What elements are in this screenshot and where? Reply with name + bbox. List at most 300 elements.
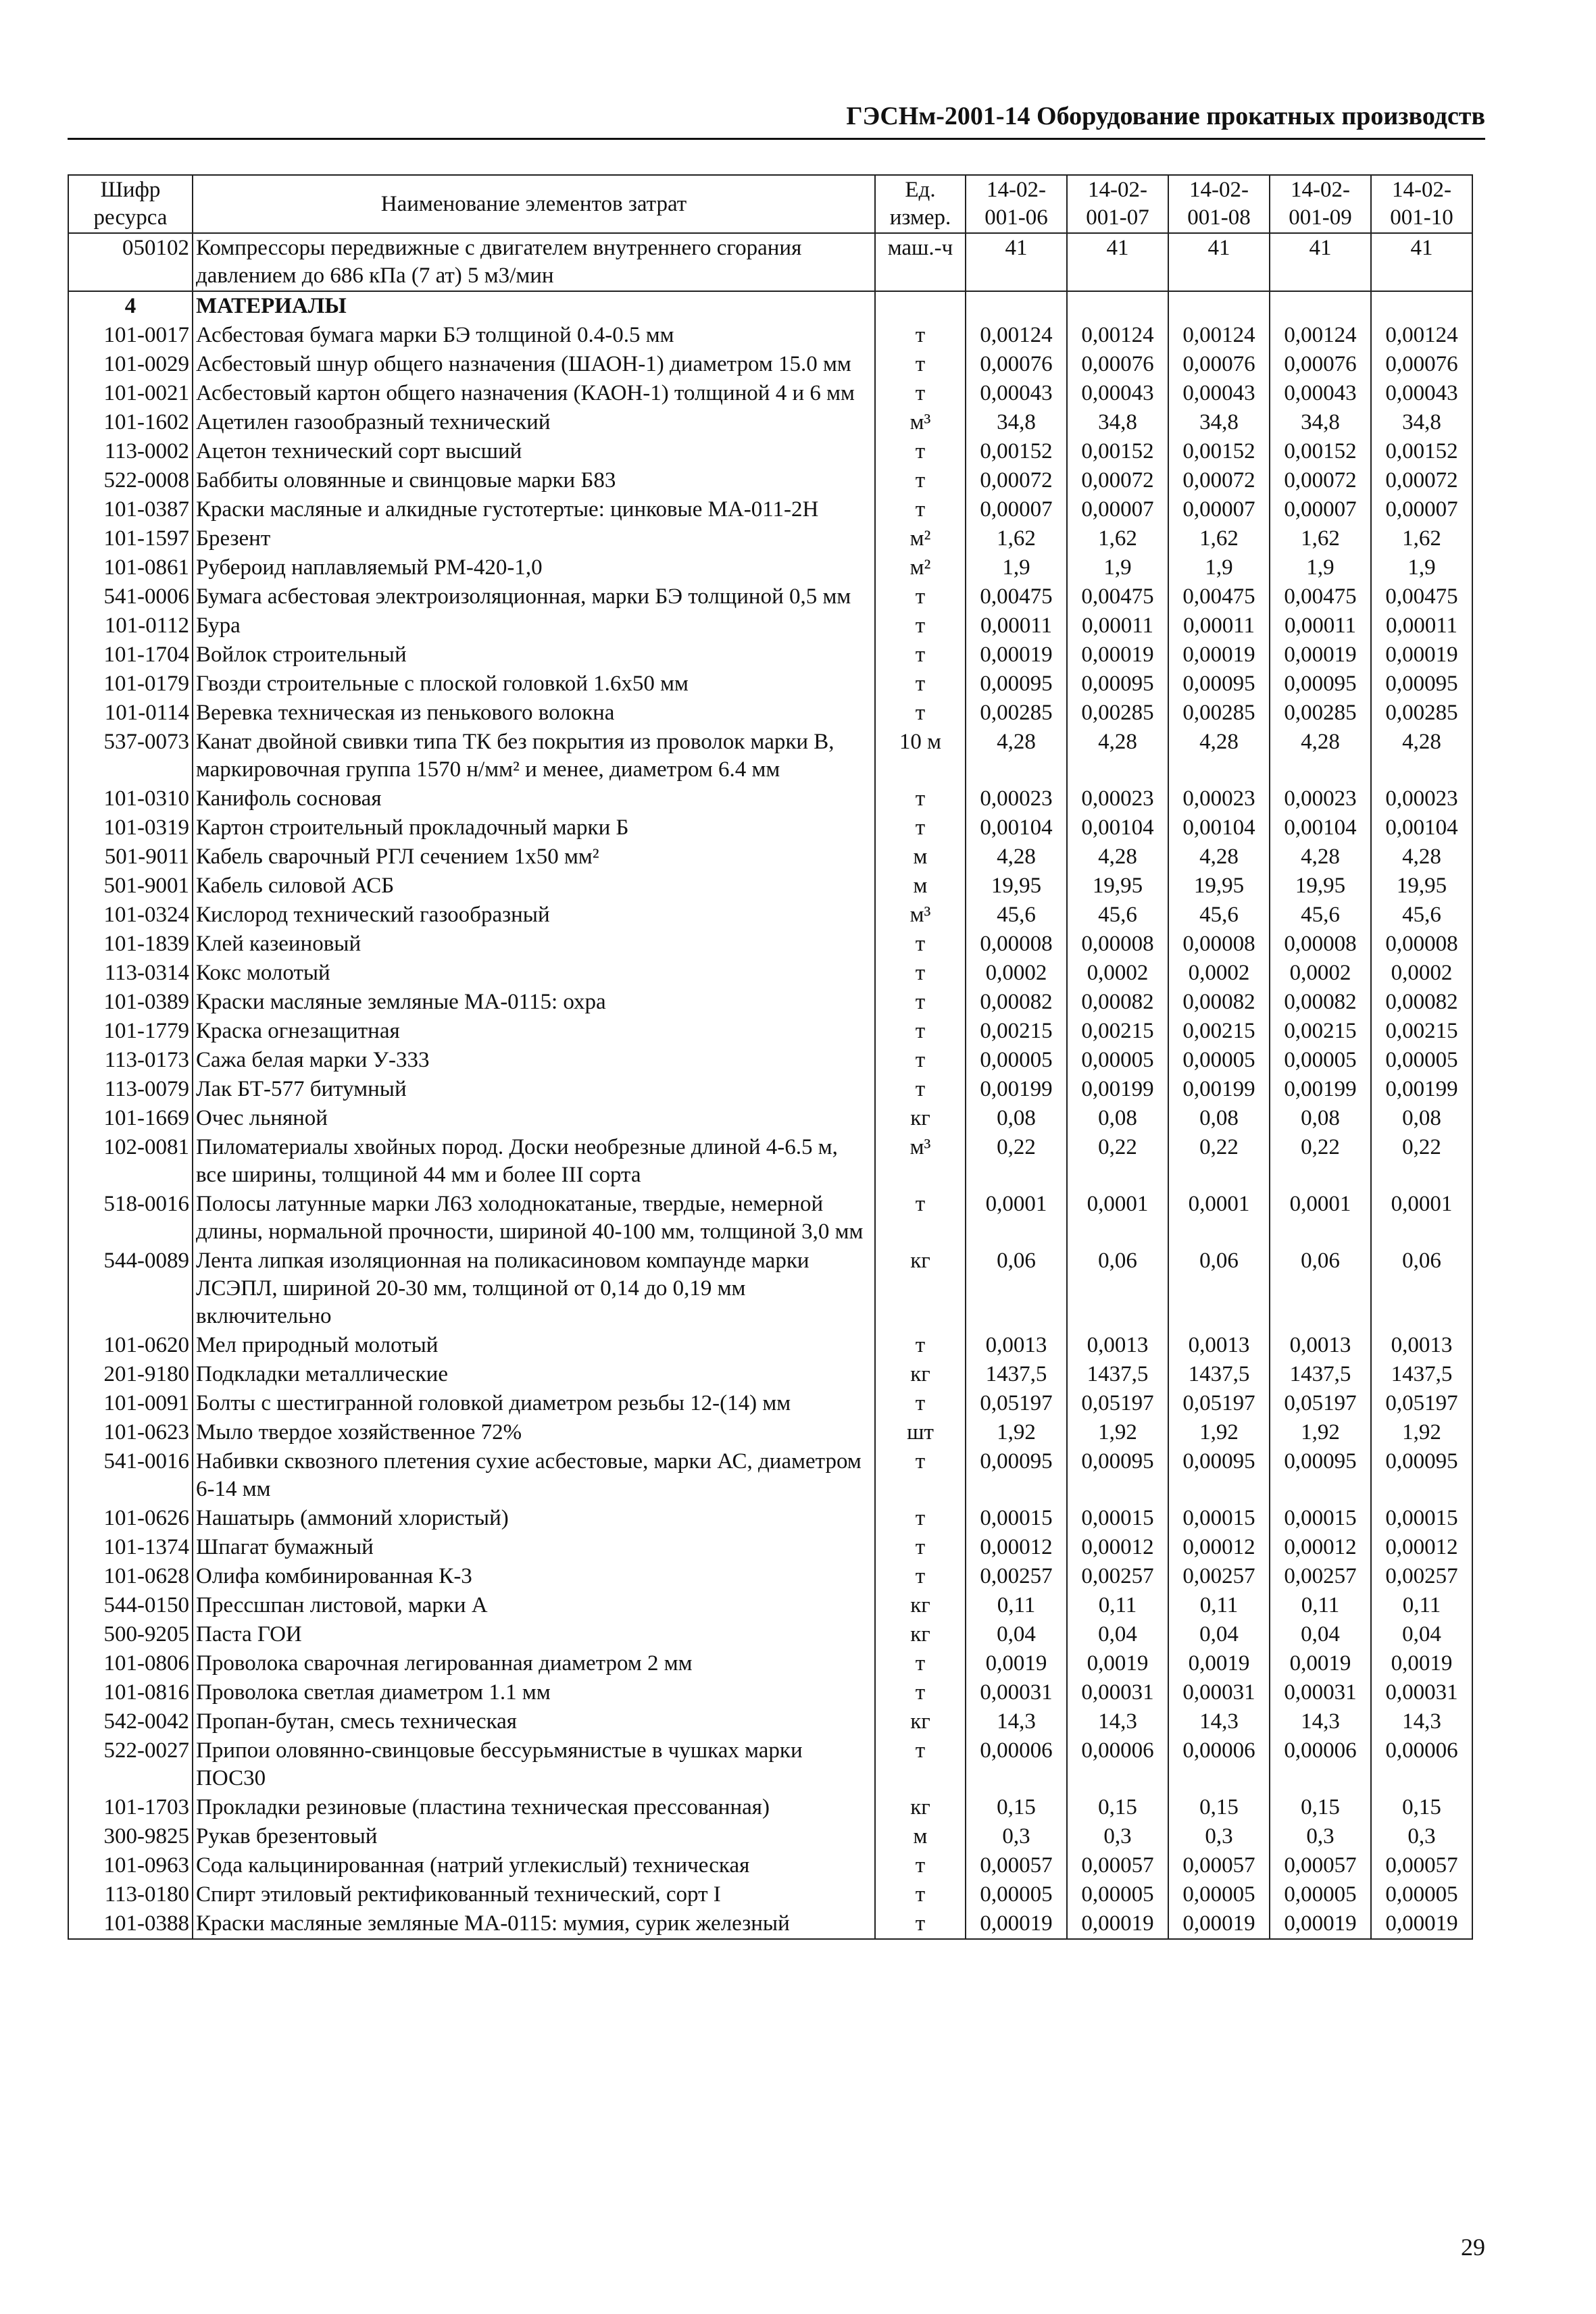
value-cell: 0,08 [1168, 1104, 1270, 1133]
value-cell: 0,00072 [1270, 466, 1371, 495]
value-cell: 0,00475 [966, 582, 1067, 611]
table-row [68, 1360, 1472, 1389]
value-cell: 0,00095 [1270, 1447, 1371, 1504]
value-cell: 19,95 [1168, 872, 1270, 901]
value-cell: 1,92 [1270, 1418, 1371, 1447]
value-cell: 0,00007 [1371, 495, 1472, 524]
resource-name: Мел природный молотый [193, 1331, 875, 1360]
value-cell: 0,22 [966, 1133, 1067, 1190]
value-cell: 0,0019 [1270, 1649, 1371, 1678]
value-cell: 0,00104 [1270, 813, 1371, 842]
value-cell: 0,22 [1067, 1133, 1168, 1190]
table-row [68, 524, 1472, 553]
value-cell: 0,00076 [1371, 350, 1472, 379]
value-cell: 0,00257 [1067, 1562, 1168, 1591]
value-cell: 0,04 [1168, 1620, 1270, 1649]
value-cell: 4,28 [1270, 728, 1371, 784]
empty-cell [1371, 291, 1472, 321]
table-row [68, 1707, 1472, 1736]
header-col-line1: 14-02- [1291, 178, 1350, 202]
unit-cell: маш.-ч [875, 233, 966, 291]
value-cell: 0,15 [1168, 1793, 1270, 1822]
value-cell: 0,00475 [1067, 582, 1168, 611]
empty-cell [875, 291, 966, 321]
header-col-line2: 001-08 [1187, 205, 1251, 230]
resource-code: 113-0173 [68, 1046, 193, 1075]
unit-cell: т [875, 437, 966, 466]
table-row [68, 728, 1472, 784]
value-cell: 0,00007 [1067, 495, 1168, 524]
value-cell: 0,08 [966, 1104, 1067, 1133]
value-cell: 1437,5 [1371, 1360, 1472, 1389]
resource-code: 101-1597 [68, 524, 193, 553]
value-cell: 0,08 [1371, 1104, 1472, 1133]
unit-cell: 10 м [875, 728, 966, 784]
table-row [68, 699, 1472, 728]
value-cell: 0,00015 [1270, 1504, 1371, 1533]
value-cell: 0,0019 [1371, 1649, 1472, 1678]
resource-name: Рубероид наплавляемый РМ-420-1,0 [193, 553, 875, 582]
table-row [68, 1591, 1472, 1620]
resource-name: Очес льняной [193, 1104, 875, 1133]
resource-code: 101-0620 [68, 1331, 193, 1360]
value-cell: 0,00095 [966, 670, 1067, 699]
resource-code: 113-0002 [68, 437, 193, 466]
header-col-line1: 14-02- [987, 178, 1046, 202]
value-cell: 0,00012 [1270, 1533, 1371, 1562]
resource-code: 300-9825 [68, 1822, 193, 1851]
resource-code: 101-0324 [68, 901, 193, 930]
value-cell: 0,0013 [1371, 1331, 1472, 1360]
value-cell: 0,00215 [1270, 1017, 1371, 1046]
resource-name: Прессшпан листовой, марки А [193, 1591, 875, 1620]
value-cell: 1,62 [966, 524, 1067, 553]
value-cell: 0,00124 [966, 321, 1067, 350]
value-cell: 1,62 [1371, 524, 1472, 553]
value-cell: 4,28 [1371, 842, 1472, 872]
resource-name: Краски масляные и алкидные густотертые: цинковые МА-011-2Н [193, 495, 875, 524]
unit-cell: т [875, 1190, 966, 1247]
value-cell: 19,95 [1371, 872, 1472, 901]
value-cell: 0,00031 [966, 1678, 1067, 1707]
value-cell: 0,04 [1371, 1620, 1472, 1649]
value-cell: 0,00007 [966, 495, 1067, 524]
value-cell: 0,00023 [1168, 784, 1270, 813]
value-cell: 45,6 [966, 901, 1067, 930]
resource-code: 501-9001 [68, 872, 193, 901]
value-cell: 0,00023 [1067, 784, 1168, 813]
unit-cell: кг [875, 1793, 966, 1822]
value-cell: 0,00082 [1168, 988, 1270, 1017]
value-cell: 0,05197 [966, 1389, 1067, 1418]
value-cell: 0,00057 [966, 1851, 1067, 1880]
header-col-line2: 001-10 [1390, 205, 1453, 230]
table-header [68, 175, 1472, 233]
unit-cell: т [875, 959, 966, 988]
table-row [68, 872, 1472, 901]
value-cell: 0,00019 [1067, 640, 1168, 670]
resource-code: 101-1839 [68, 930, 193, 959]
value-cell: 1,92 [966, 1418, 1067, 1447]
value-cell: 0,00007 [1168, 495, 1270, 524]
table-row [68, 1649, 1472, 1678]
resource-code: 050102 [68, 233, 193, 291]
value-cell: 0,0002 [966, 959, 1067, 988]
value-cell: 34,8 [966, 408, 1067, 437]
value-cell: 34,8 [1270, 408, 1371, 437]
value-cell: 0,00005 [1168, 1046, 1270, 1075]
value-cell: 0,00006 [966, 1736, 1067, 1793]
unit-cell: м³ [875, 408, 966, 437]
value-cell: 0,0002 [1371, 959, 1472, 988]
value-cell: 0,0013 [1067, 1331, 1168, 1360]
value-cell: 0,0002 [1168, 959, 1270, 988]
value-cell: 0,00005 [1371, 1046, 1472, 1075]
header-col-line2: 001-07 [1086, 205, 1149, 230]
resource-name: Пропан-бутан, смесь техническая [193, 1707, 875, 1736]
value-cell: 0,15 [1371, 1793, 1472, 1822]
value-cell: 0,06 [1371, 1247, 1472, 1331]
value-cell: 0,00043 [966, 379, 1067, 408]
resource-name: Войлок строительный [193, 640, 875, 670]
value-cell: 0,00104 [1168, 813, 1270, 842]
unit-cell: т [875, 1075, 966, 1104]
unit-cell: т [875, 1447, 966, 1504]
value-cell: 0,00076 [966, 350, 1067, 379]
unit-cell: м [875, 1822, 966, 1851]
value-cell: 1,62 [1067, 524, 1168, 553]
resource-code: 101-0017 [68, 321, 193, 350]
table-row [68, 813, 1472, 842]
unit-cell: т [875, 495, 966, 524]
value-cell: 4,28 [1270, 842, 1371, 872]
value-cell: 0,00012 [1067, 1533, 1168, 1562]
unit-cell: т [875, 1017, 966, 1046]
header-col-line1: 14-02- [1392, 178, 1451, 202]
value-cell: 0,08 [1270, 1104, 1371, 1133]
table-row [68, 1418, 1472, 1447]
resource-name: Бура [193, 611, 875, 640]
resource-name: Ацетилен газообразный технический [193, 408, 875, 437]
value-cell: 1,9 [1168, 553, 1270, 582]
header-col-line2: 001-09 [1289, 205, 1352, 230]
value-cell: 0,00019 [1270, 1909, 1371, 1939]
table-row [68, 1562, 1472, 1591]
value-cell: 0,11 [966, 1591, 1067, 1620]
table-body [68, 233, 1472, 1939]
value-cell: 0,06 [1168, 1247, 1270, 1331]
resource-code: 522-0008 [68, 466, 193, 495]
table-row [68, 1793, 1472, 1822]
value-cell: 0,00257 [1371, 1562, 1472, 1591]
value-cell: 0,00475 [1270, 582, 1371, 611]
value-cell: 19,95 [1067, 872, 1168, 901]
value-cell: 0,08 [1067, 1104, 1168, 1133]
value-cell: 0,00031 [1371, 1678, 1472, 1707]
value-cell: 0,00152 [966, 437, 1067, 466]
header-col-line1: 14-02- [1189, 178, 1249, 202]
value-cell: 0,04 [1067, 1620, 1168, 1649]
resource-code: 101-0806 [68, 1649, 193, 1678]
resource-code: 541-0006 [68, 582, 193, 611]
resource-name: Мыло твердое хозяйственное 72% [193, 1418, 875, 1447]
value-cell: 0,00015 [1168, 1504, 1270, 1533]
resource-code: 101-1703 [68, 1793, 193, 1822]
value-cell: 1,92 [1067, 1418, 1168, 1447]
value-cell: 0,00152 [1270, 437, 1371, 466]
value-cell: 0,00008 [1168, 930, 1270, 959]
resource-code: 501-9011 [68, 842, 193, 872]
value-cell: 0,0002 [1270, 959, 1371, 988]
value-cell: 0,00285 [966, 699, 1067, 728]
header-col-09 [1270, 175, 1371, 233]
value-cell: 0,0019 [1067, 1649, 1168, 1678]
value-cell: 0,05197 [1270, 1389, 1371, 1418]
table-row [68, 437, 1472, 466]
value-cell: 45,6 [1371, 901, 1472, 930]
resource-name: Кокс молотый [193, 959, 875, 988]
resource-code: 537-0073 [68, 728, 193, 784]
value-cell: 0,00285 [1270, 699, 1371, 728]
resource-code: 101-0021 [68, 379, 193, 408]
value-cell: 0,00082 [1371, 988, 1472, 1017]
empty-cell [1067, 291, 1168, 321]
resource-code: 541-0016 [68, 1447, 193, 1504]
header-col-line1: 14-02- [1088, 178, 1147, 202]
value-cell: 0,00257 [1270, 1562, 1371, 1591]
resource-name: Олифа комбинированная К-3 [193, 1562, 875, 1591]
value-cell: 0,00199 [1168, 1075, 1270, 1104]
table-row [68, 1104, 1472, 1133]
table-row [68, 1247, 1472, 1331]
resource-code: 101-0112 [68, 611, 193, 640]
value-cell: 0,00005 [966, 1880, 1067, 1909]
table-row [68, 1190, 1472, 1247]
value-cell: 0,11 [1168, 1591, 1270, 1620]
value-cell: 41 [1067, 233, 1168, 291]
value-cell: 0,11 [1270, 1591, 1371, 1620]
value-cell: 0,3 [1270, 1822, 1371, 1851]
value-cell: 0,00095 [1270, 670, 1371, 699]
resource-name: Шпагат бумажный [193, 1533, 875, 1562]
unit-cell: кг [875, 1247, 966, 1331]
resource-name: Веревка техническая из пенькового волокна [193, 699, 875, 728]
value-cell: 0,00006 [1371, 1736, 1472, 1793]
resource-name: Клей казеиновый [193, 930, 875, 959]
value-cell: 0,00095 [1067, 1447, 1168, 1504]
value-cell: 0,00008 [1270, 930, 1371, 959]
resource-code: 101-0319 [68, 813, 193, 842]
value-cell: 0,00019 [966, 640, 1067, 670]
resource-name: Пиломатериалы хвойных пород. Доски необрезные длиной 4-6.5 м, все ширины, толщиной 44 мм и более III сорта [193, 1133, 875, 1190]
value-cell: 0,00104 [1371, 813, 1472, 842]
value-cell: 0,00012 [1168, 1533, 1270, 1562]
table-row [68, 1075, 1472, 1104]
header-name: Наименование элементов затрат [193, 175, 875, 233]
section-row [68, 291, 1472, 321]
value-cell: 0,00057 [1168, 1851, 1270, 1880]
resource-name: Сажа белая марки У-333 [193, 1046, 875, 1075]
value-cell: 0,05197 [1168, 1389, 1270, 1418]
value-cell: 0,00043 [1168, 379, 1270, 408]
resource-code: 101-0389 [68, 988, 193, 1017]
resource-name: Проволока светлая диаметром 1.1 мм [193, 1678, 875, 1707]
resource-name: Кабель сварочный РГЛ сечением 1х50 мм² [193, 842, 875, 872]
value-cell: 1,92 [1371, 1418, 1472, 1447]
value-cell: 45,6 [1270, 901, 1371, 930]
unit-cell: т [875, 611, 966, 640]
value-cell: 0,00015 [1067, 1504, 1168, 1533]
value-cell: 0,00005 [1270, 1880, 1371, 1909]
value-cell: 0,00257 [1168, 1562, 1270, 1591]
value-cell: 0,00215 [966, 1017, 1067, 1046]
value-cell: 34,8 [1371, 408, 1472, 437]
value-cell: 0,00006 [1067, 1736, 1168, 1793]
table-row [68, 495, 1472, 524]
value-cell: 0,0001 [1371, 1190, 1472, 1247]
unit-cell: кг [875, 1707, 966, 1736]
unit-cell: кг [875, 1104, 966, 1133]
value-cell: 0,06 [966, 1247, 1067, 1331]
value-cell: 0,00005 [1168, 1880, 1270, 1909]
resource-name: Набивки сквозного плетения сухие асбестовые, марки АС, диаметром 6-14 мм [193, 1447, 875, 1504]
value-cell: 0,00076 [1270, 350, 1371, 379]
header-unit-line1: Ед. [905, 178, 936, 202]
value-cell: 0,00152 [1168, 437, 1270, 466]
table-row [68, 1389, 1472, 1418]
resource-name: Кислород технический газообразный [193, 901, 875, 930]
unit-cell: т [875, 1851, 966, 1880]
value-cell: 0,0013 [966, 1331, 1067, 1360]
value-cell: 45,6 [1168, 901, 1270, 930]
resource-name: Канифоль сосновая [193, 784, 875, 813]
value-cell: 14,3 [1067, 1707, 1168, 1736]
table-row [68, 959, 1472, 988]
value-cell: 0,22 [1270, 1133, 1371, 1190]
table-row [68, 670, 1472, 699]
unit-cell: т [875, 1678, 966, 1707]
resource-name: Брезент [193, 524, 875, 553]
value-cell: 0,00019 [1371, 1909, 1472, 1939]
unit-cell: т [875, 640, 966, 670]
value-cell: 0,00082 [1067, 988, 1168, 1017]
unit-cell: т [875, 1389, 966, 1418]
unit-cell: т [875, 784, 966, 813]
resource-code: 113-0314 [68, 959, 193, 988]
value-cell: 0,00057 [1067, 1851, 1168, 1880]
resource-code: 542-0042 [68, 1707, 193, 1736]
value-cell: 0,00005 [1067, 1046, 1168, 1075]
table-row [68, 1533, 1472, 1562]
resource-name: Краски масляные земляные МА-0115: охра [193, 988, 875, 1017]
value-cell: 41 [1371, 233, 1472, 291]
value-cell: 0,00015 [1371, 1504, 1472, 1533]
header-code [68, 175, 193, 233]
resource-name: Лента липкая изоляционная на поликасиновом компаунде марки ЛСЭПЛ, шириной 20-30 мм, толщиной от 0,14 до 0,19 мм включительно [193, 1247, 875, 1331]
value-cell: 1437,5 [1168, 1360, 1270, 1389]
unit-cell: кг [875, 1360, 966, 1389]
value-cell: 0,00011 [966, 611, 1067, 640]
value-cell: 0,00285 [1371, 699, 1472, 728]
resource-name: Кабель силовой АСБ [193, 872, 875, 901]
value-cell: 1,62 [1270, 524, 1371, 553]
section-number: 4 [68, 291, 193, 321]
table-row [68, 1504, 1472, 1533]
value-cell: 14,3 [1371, 1707, 1472, 1736]
value-cell: 0,00007 [1270, 495, 1371, 524]
resource-name: Прокладки резиновые (пластина техническая прессованная) [193, 1793, 875, 1822]
unit-cell: м² [875, 553, 966, 582]
value-cell: 0,00011 [1371, 611, 1472, 640]
value-cell: 0,00082 [1270, 988, 1371, 1017]
empty-cell [1270, 291, 1371, 321]
value-cell: 4,28 [966, 842, 1067, 872]
value-cell: 0,00104 [966, 813, 1067, 842]
resource-name: Картон строительный прокладочный марки Б [193, 813, 875, 842]
value-cell: 1,92 [1168, 1418, 1270, 1447]
value-cell: 4,28 [1371, 728, 1472, 784]
value-cell: 45,6 [1067, 901, 1168, 930]
value-cell: 0,04 [966, 1620, 1067, 1649]
resource-code: 101-1779 [68, 1017, 193, 1046]
value-cell: 0,00043 [1270, 379, 1371, 408]
value-cell: 0,00215 [1067, 1017, 1168, 1046]
value-cell: 0,00072 [1168, 466, 1270, 495]
table-row [68, 466, 1472, 495]
value-cell: 0,00019 [1168, 1909, 1270, 1939]
header-col-10 [1371, 175, 1472, 233]
value-cell: 0,0002 [1067, 959, 1168, 988]
value-cell: 0,00095 [1067, 670, 1168, 699]
value-cell: 0,00031 [1067, 1678, 1168, 1707]
value-cell: 1,9 [1067, 553, 1168, 582]
resource-code: 101-0387 [68, 495, 193, 524]
table-row [68, 1133, 1472, 1190]
value-cell: 1437,5 [966, 1360, 1067, 1389]
resource-name: Паста ГОИ [193, 1620, 875, 1649]
value-cell: 0,00012 [1371, 1533, 1472, 1562]
value-cell: 0,00076 [1168, 350, 1270, 379]
resource-table [68, 174, 1473, 1940]
resource-code: 101-1704 [68, 640, 193, 670]
resource-code: 101-1602 [68, 408, 193, 437]
value-cell: 0,00152 [1371, 437, 1472, 466]
value-cell: 1,9 [1270, 553, 1371, 582]
value-cell: 0,00124 [1168, 321, 1270, 350]
resource-code: 101-1669 [68, 1104, 193, 1133]
unit-cell: т [875, 1909, 966, 1939]
resource-name: Болты с шестигранной головкой диаметром резьбы 12-(14) мм [193, 1389, 875, 1418]
resource-code: 101-0388 [68, 1909, 193, 1939]
value-cell: 14,3 [1270, 1707, 1371, 1736]
value-cell: 0,00043 [1371, 379, 1472, 408]
header-col-07 [1067, 175, 1168, 233]
table-row [68, 350, 1472, 379]
table-row [68, 1822, 1472, 1851]
resource-name: Баббиты оловянные и свинцовые марки Б83 [193, 466, 875, 495]
resource-name: Бумага асбестовая электроизоляционная, марки БЭ толщиной 0,5 мм [193, 582, 875, 611]
table-row [68, 1678, 1472, 1707]
header-col-line2: 001-06 [984, 205, 1048, 230]
unit-cell: т [875, 1331, 966, 1360]
value-cell: 0,15 [1067, 1793, 1168, 1822]
value-cell: 14,3 [1168, 1707, 1270, 1736]
value-cell: 4,28 [1067, 728, 1168, 784]
resource-code: 102-0081 [68, 1133, 193, 1190]
value-cell: 0,00199 [1067, 1075, 1168, 1104]
value-cell: 0,00199 [1371, 1075, 1472, 1104]
value-cell: 0,00215 [1371, 1017, 1472, 1046]
